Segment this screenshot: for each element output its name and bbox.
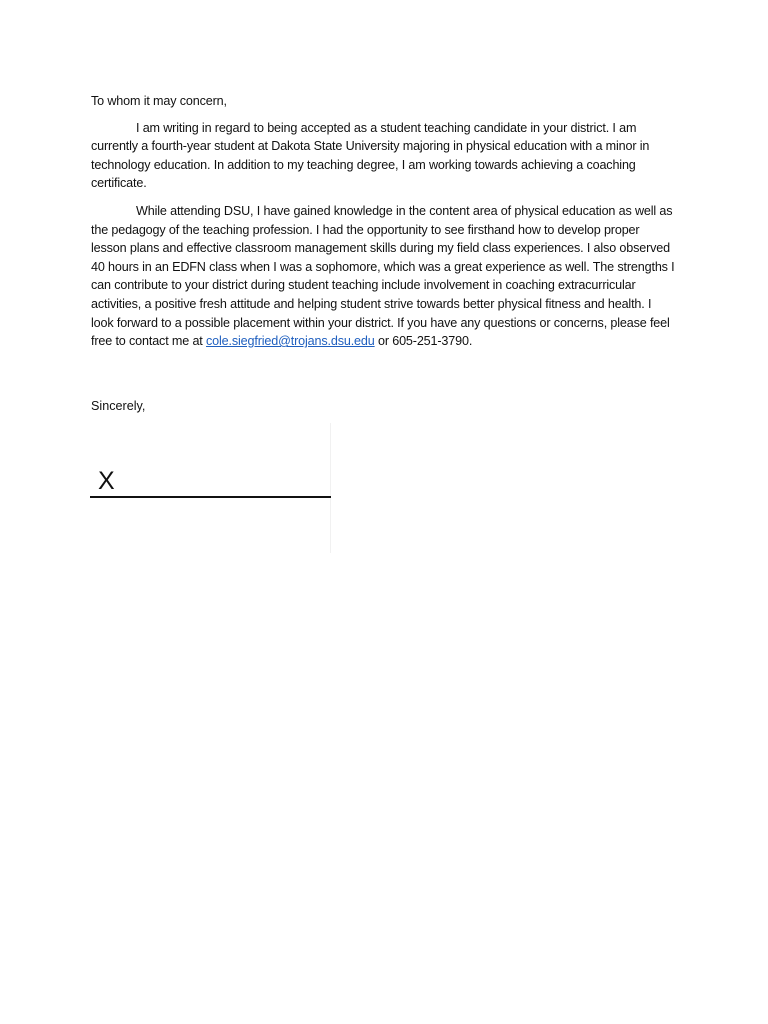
signature-line [90, 496, 331, 498]
letter-closing: Sincerely, [91, 399, 146, 413]
signature-box-edge [330, 423, 331, 553]
signature-x-mark: X [98, 467, 115, 495]
letter-paragraph-2 [91, 202, 676, 351]
phone-number-text: or 605-251-3790. [374, 334, 473, 349]
signature-block [90, 423, 332, 553]
paragraph-2-text: While attending DSU, I have gained knowledge in the content area of physical education as well as the pedagogy of the teaching profession. I had the opportunity to see firsthand how to develop proper lesson plans and effective classroom management skills during my field class experiences. I also observed 40 hours in an EDFN class when I was a sophomore, which was a great experience as well. The strengths I can contribute to your district during student teaching include involvement in coaching extracurricular activities, a positive fresh attitude and helping student strive towards better physical fitness and health. I look forward to a possible placement within your district. If you have any questions or concerns, please feel free to contact me at [91, 203, 675, 349]
letter-body [91, 92, 676, 360]
email-link[interactable]: cole.siegfried@trojans.dsu.edu [206, 334, 375, 349]
letter-greeting: To whom it may concern, [91, 94, 227, 108]
letter-paragraph-1: I am writing in regard to being accepted as a student teaching candidate in your district. I am currently a fourth-year student at Dakota State University majoring in physical education with a minor in technology education. In addition to my teaching degree, I am working towards achieving a coaching certificate. [91, 120, 650, 191]
